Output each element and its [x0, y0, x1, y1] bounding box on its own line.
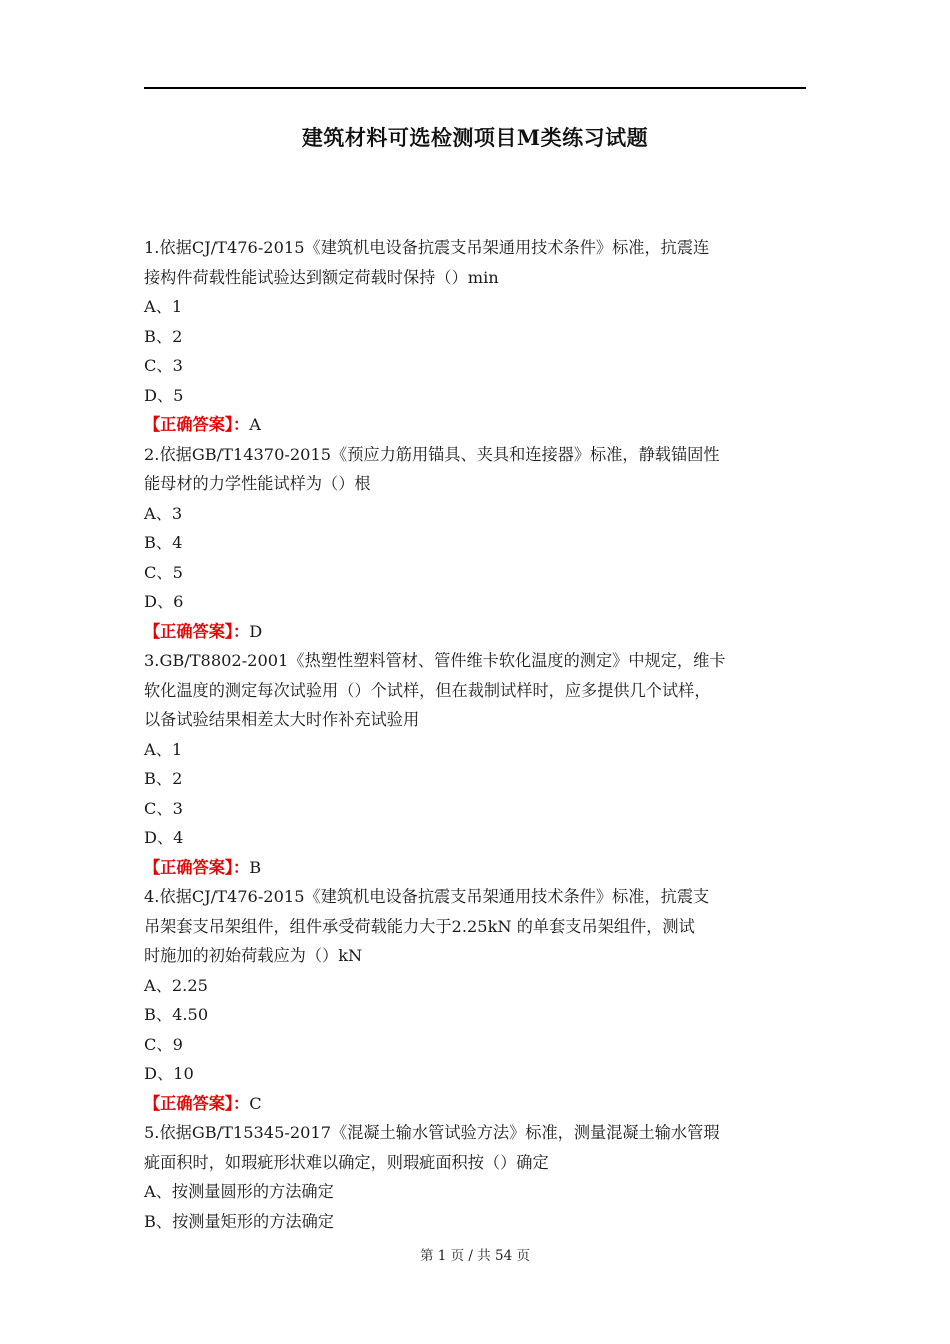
answer-option: B、2	[144, 769, 183, 788]
answer-option: B、2	[144, 326, 183, 346]
question-text: 以备试验结果相差太大时作补充试验用	[144, 710, 420, 729]
answer-option: D、10	[144, 1064, 194, 1083]
answer-option: A、1	[144, 739, 183, 759]
question-text: 4.依据CJ/T476-2015《建筑机电设备抗震支吊架通用技术条件》标准，抗震支	[144, 887, 710, 906]
answer-option: D、6	[144, 592, 184, 611]
question-text: 吊架套支吊架组件，组件承受荷载能力大于2.25kN 的单套支吊架组件，测试	[144, 916, 695, 936]
question-block	[144, 233, 812, 440]
answer-option: A、3	[144, 503, 183, 523]
question-text: 2.依据GB/T14370-2015《预应力筋用锚具、夹具和连接器》标准，静载锚固性	[144, 444, 720, 464]
answer-option: C、9	[144, 1034, 183, 1054]
correct-answer-label: 【正确答案】：	[144, 415, 250, 434]
answer-option: C、3	[144, 798, 183, 818]
answer-option: A、1	[144, 297, 183, 316]
question-text: 疵面积时，如瑕疵形状难以确定，则瑕疵面积按（）确定	[144, 1152, 549, 1172]
answer-option: B、按测量矩形的方法确定	[144, 1211, 334, 1231]
question-text: 接构件荷载性能试验达到额定荷载时保持（）min	[144, 267, 499, 287]
correct-answer-value: C	[249, 1093, 262, 1113]
answer-option: B、4	[144, 533, 183, 552]
question-list	[144, 233, 812, 1236]
correct-answer-value: D	[249, 621, 263, 641]
page-footer: 第 1 页 / 共 54 页	[419, 1248, 531, 1264]
question-text: 时施加的初始荷载应为（）kN	[144, 946, 363, 965]
document-title: 建筑材料可选检测项目M类练习试题	[301, 125, 649, 150]
correct-answer	[144, 617, 812, 647]
correct-answer	[144, 410, 812, 440]
question-block	[144, 440, 812, 647]
question-text: 能母材的力学性能试样为（）根	[144, 474, 371, 493]
question-text: 软化温度的测定每次试验用（）个试样，但在裁制试样时，应多提供几个试样，	[144, 680, 711, 700]
question-block	[144, 882, 812, 1118]
header-rule	[144, 87, 806, 89]
answer-option: C、5	[144, 562, 183, 582]
answer-option: D、5	[144, 385, 184, 405]
answer-option: A、按测量圆形的方法确定	[144, 1182, 334, 1201]
answer-option: B、4.50	[144, 1005, 209, 1024]
answer-option: C、3	[144, 356, 183, 375]
question-text: 5.依据GB/T15345-2017《混凝土输水管试验方法》标准，测量混凝土输水管瑕	[144, 1123, 720, 1142]
correct-answer-label: 【正确答案】：	[144, 1093, 250, 1113]
question-block	[144, 1118, 812, 1236]
correct-answer-value: A	[249, 415, 261, 434]
question-text: 1.依据CJ/T476-2015《建筑机电设备抗震支吊架通用技术条件》标准，抗震连	[144, 238, 710, 257]
correct-answer-label: 【正确答案】：	[144, 621, 250, 641]
question-text: 3.GB/T8802-2001《热塑性塑料管材、管件维卡软化温度的测定》中规定，维卡	[144, 651, 726, 670]
correct-answer	[144, 1089, 812, 1119]
correct-answer-value: B	[249, 857, 262, 877]
correct-answer-label: 【正确答案】：	[144, 857, 250, 877]
answer-option: D、4	[144, 828, 184, 847]
question-block	[144, 646, 812, 882]
correct-answer	[144, 853, 812, 883]
answer-option: A、2.25	[144, 975, 208, 995]
